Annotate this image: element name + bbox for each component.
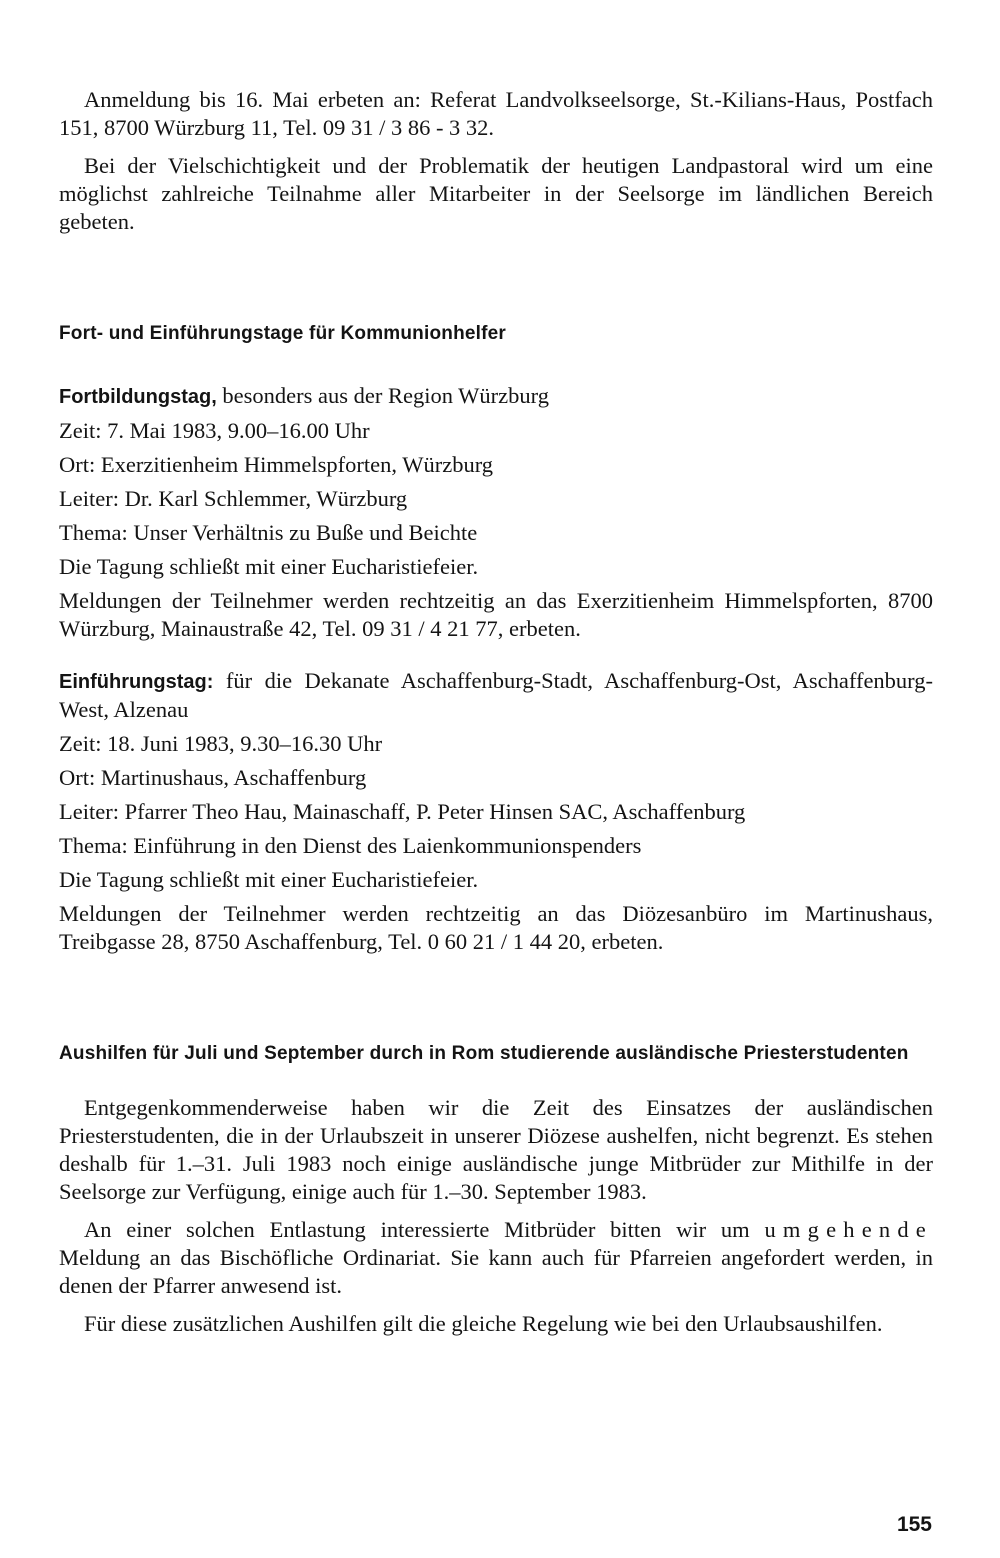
page-number: 155 (896, 1513, 932, 1536)
registration-paragraph: Anmeldung bis 16. Mai erbeten an: Referat Landvolkseelsorge, St.-Kilians-Haus, Postfach 151, 8700 Würzburg 11, Tel. 09 31 / 3 86 - 3 32. (59, 87, 933, 140)
aushilfen-paragraph-2 (59, 1216, 933, 1300)
event-topic: Thema: Einführung in den Dienst des Laienkommunionspenders (59, 833, 642, 858)
event-fortbildungstag (59, 382, 933, 643)
aushilfen-paragraph-1: Entgegenkommenderweise haben wir die Zeit des Einsatzes der ausländischen Priesterstudenten, die in der Urlaubszeit in unserer Diözese aushelfen, nicht begrenzt. Es stehen deshalb für 1.–31. Juli 1983 noch einige ausländische junge Mitbrüder zur Mithilfe in der Seelsorge zur Verfügung, einige auch für 1.–30. September 1983. (59, 1095, 933, 1204)
event-einfuehrungstag (59, 667, 933, 956)
event-closing: Die Tagung schließt mit einer Eucharistiefeier. (59, 554, 479, 579)
event-topic: Thema: Unser Verhältnis zu Buße und Beichte (59, 520, 478, 545)
aushilfen-text-b: Meldung an das Bischöfliche Ordinariat. Sie kann auch für Pfarreien angefordert werden, in denen der Pfarrer anwesend ist. (59, 1245, 933, 1298)
section-heading-kommunionhelfer: Fort- und Einführungstage für Kommunionhelfer (59, 323, 507, 344)
event-closing: Die Tagung schließt mit einer Eucharistiefeier. (59, 867, 479, 892)
event-subtitle: für die Dekanate Aschaffenburg-Stadt, Aschaffenburg-Ost, Aschaffenburg-West, Alzenau (59, 668, 934, 722)
event-subtitle: besonders aus der Region Würzburg (222, 383, 549, 408)
event-location: Ort: Martinushaus, Aschaffenburg (59, 765, 367, 790)
event-leader: Leiter: Dr. Karl Schlemmer, Würzburg (59, 486, 408, 511)
section-heading-aushilfen: Aushilfen für Juli und September durch in Rom studierende ausländische Priesterstudenten (59, 1043, 909, 1064)
event-location: Ort: Exerzitienheim Himmelspforten, Würzburg (59, 452, 494, 477)
event-time: Zeit: 18. Juni 1983, 9.30–16.30 Uhr (59, 731, 383, 756)
aushilfen-text-a: An einer solchen Entlastung interessierte Mitbrüder bitten wir um (84, 1217, 750, 1242)
event-registration: Meldungen der Teilnehmer werden rechtzeitig an das Exerzitienheim Himmelspforten, 8700 Würzburg, Mainaustraße 42, Tel. 09 31 / 4 21 77, erbeten. (59, 588, 933, 641)
emphasis-umgehende: umgehende (764, 1217, 933, 1242)
event-title: Einführungstag: (59, 671, 214, 693)
document-page (59, 86, 933, 1338)
event-time: Zeit: 7. Mai 1983, 9.00–16.00 Uhr (59, 418, 370, 443)
event-title: Fortbildungstag, (59, 386, 217, 408)
event-registration: Meldungen der Teilnehmer werden rechtzeitig an das Diözesanbüro im Martinushaus, Treibgasse 28, 8750 Aschaffenburg, Tel. 0 60 21 / 1 44 20, erbeten. (59, 901, 933, 954)
participation-paragraph: Bei der Vielschichtigkeit und der Problematik der heutigen Landpastoral wird um eine möglichst zahlreiche Teilnahme aller Mitarbeiter in der Seelsorge im ländlichen Bereich gebeten. (59, 153, 933, 234)
event-leader: Leiter: Pfarrer Theo Hau, Mainaschaff, P. Peter Hinsen SAC, Aschaffenburg (59, 799, 746, 824)
aushilfen-paragraph-3: Für diese zusätzlichen Aushilfen gilt die gleiche Regelung wie bei den Urlaubsaushilfen. (84, 1311, 883, 1336)
